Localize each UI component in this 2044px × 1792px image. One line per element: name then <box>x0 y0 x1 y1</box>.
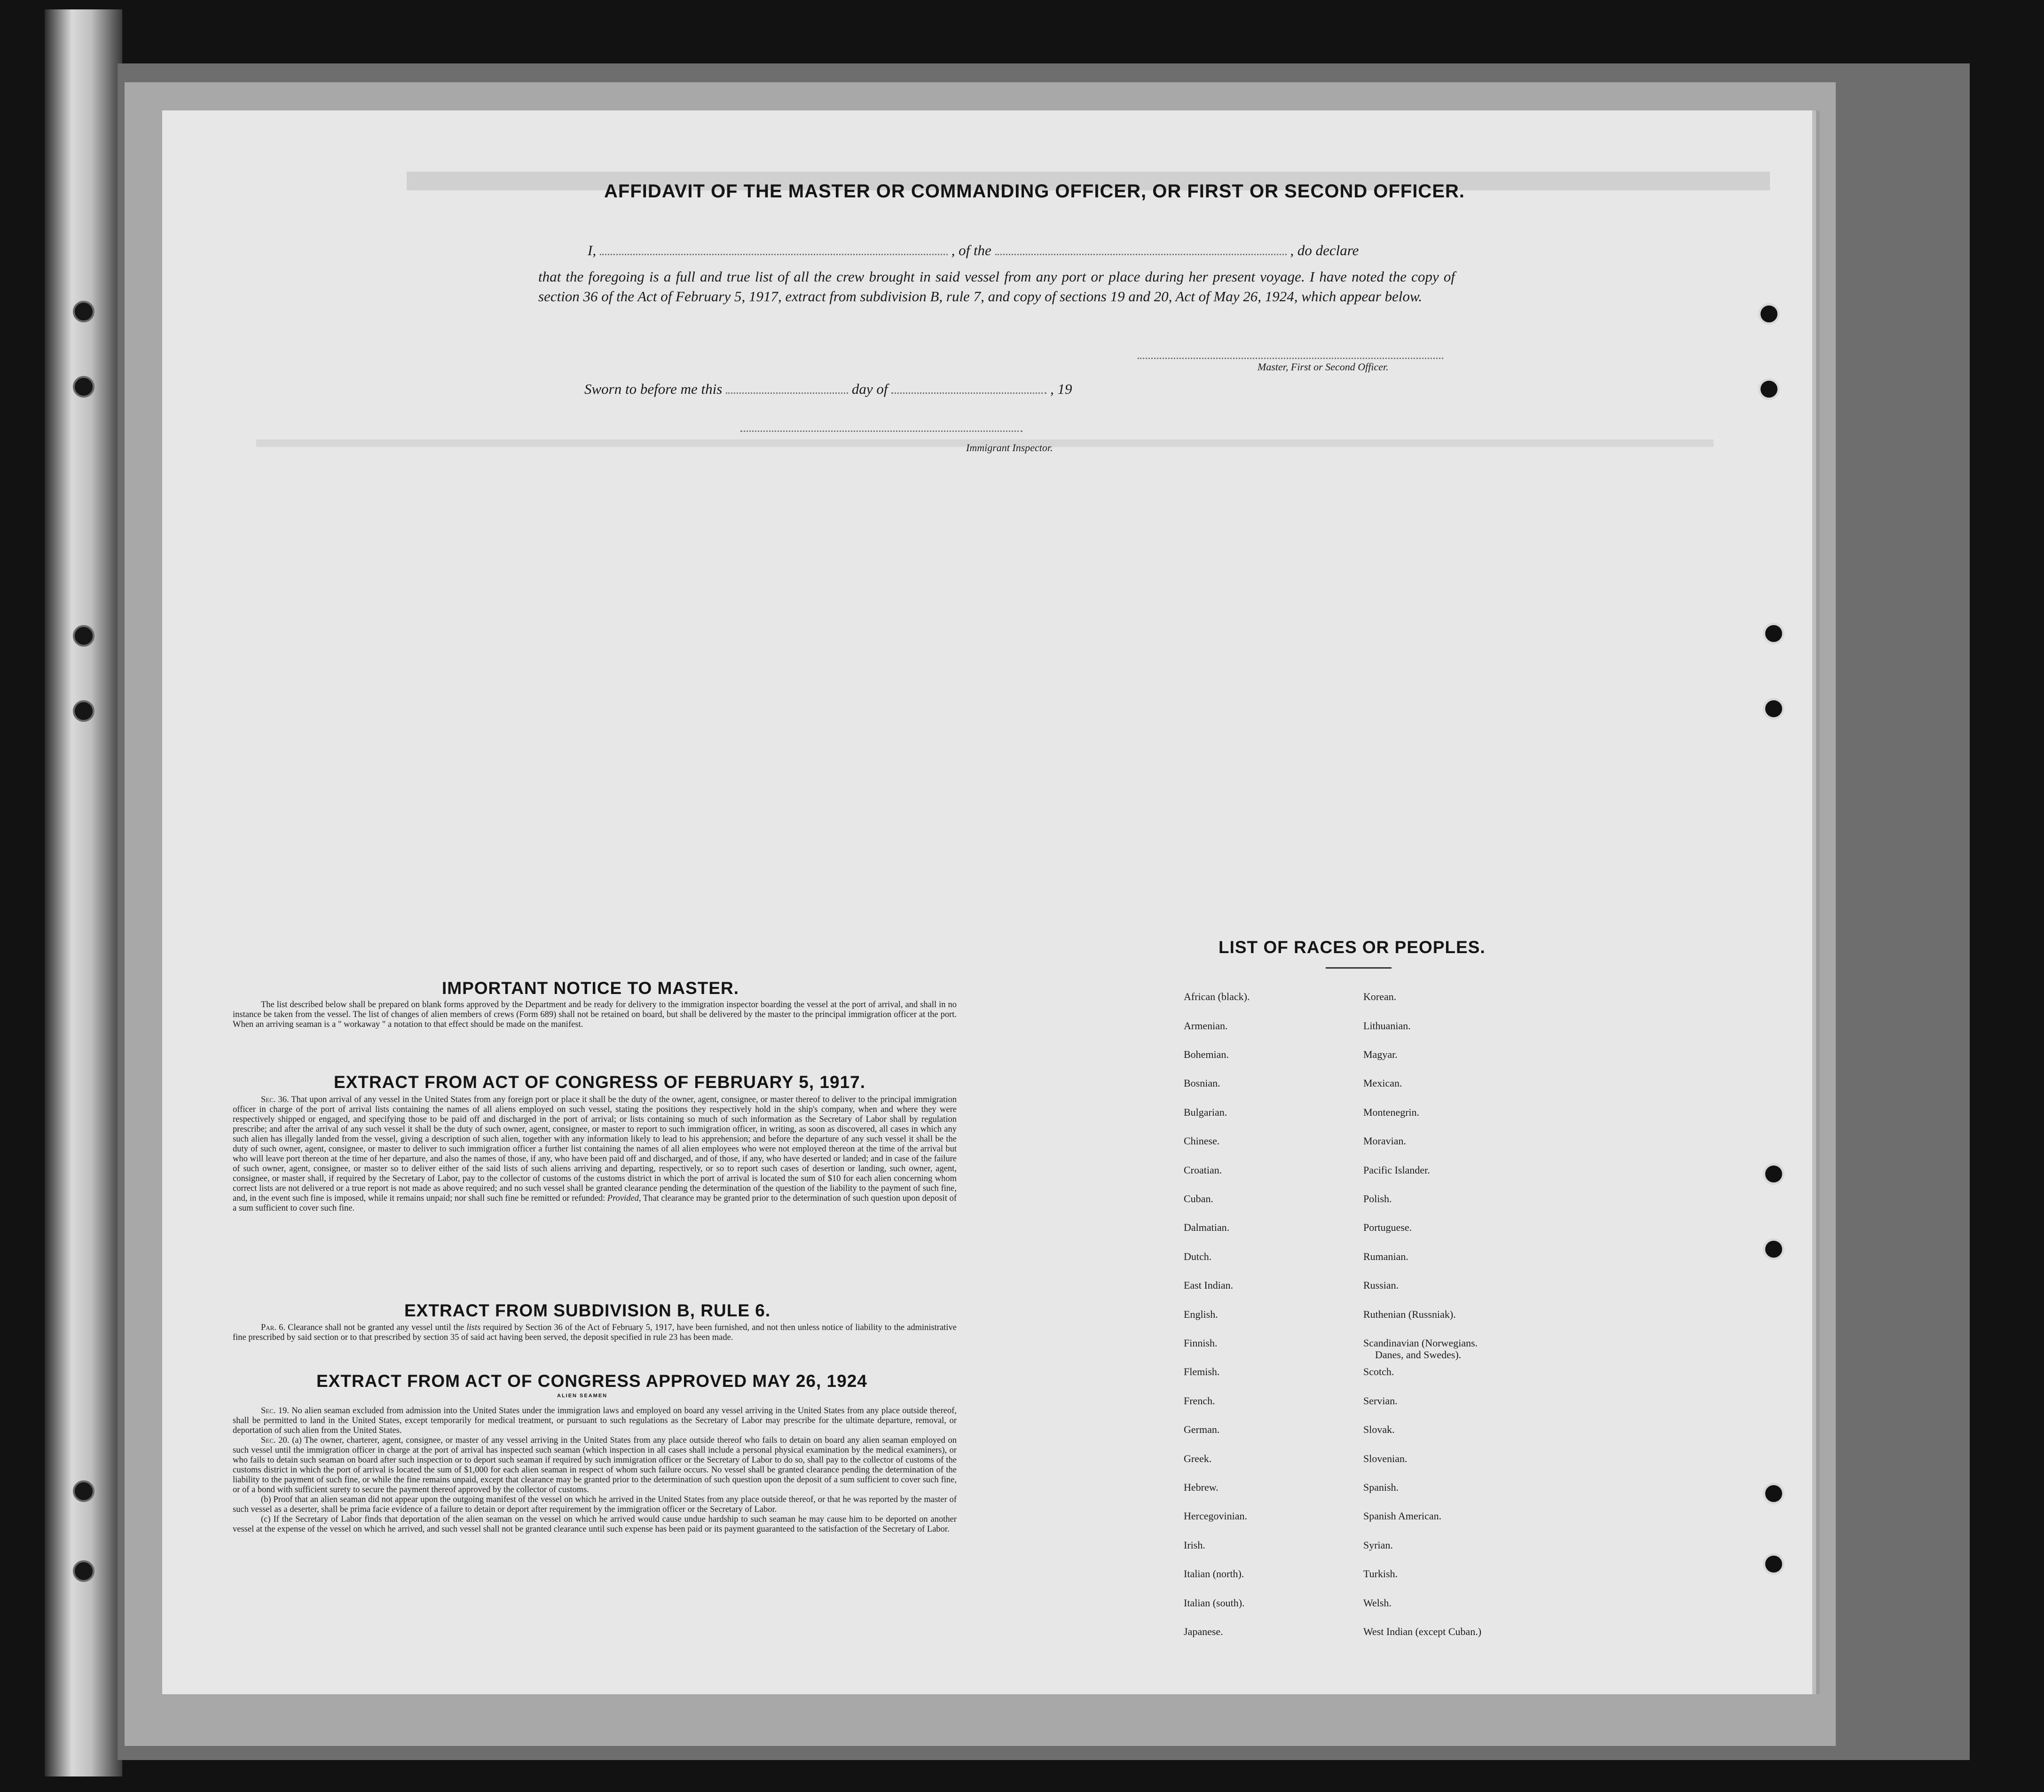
sworn-year-label: , 19 <box>1050 381 1072 397</box>
binder-strip <box>45 9 122 1776</box>
sworn-prefix: Sworn to before me this <box>584 381 723 397</box>
race-left-item: Bulgarian. <box>1184 1106 1227 1118</box>
race-left-item: Armenian. <box>1184 1020 1228 1032</box>
affidavit-body: that the foregoing is a full and true list of all the crew brought in said vessel from any port or place during her present voyage. I have noted the copy of section 36 of the Act of February 5, 1917, extract from subdivision B, rule 7, and copy of sections 19 and 20, Act of May 26, 1924, which appear below. <box>538 268 1455 305</box>
race-left-item: Cuban. <box>1184 1193 1213 1205</box>
punch-hole <box>1763 1483 1785 1504</box>
notice-paragraph: The list described below shall be prepared on blank forms approved by the Department and be ready for delivery to the immigration inspector boarding the vessel at the port of arrival, and shall in no instance be taken from the vessel. The list of changes of alien members of crews (Form 689) shall not be retained on board, but shall be delivered by the master to the principal immigration officer at the port. When an arriving seaman is a " workaway " a notation to that effect should be made on the manifest. <box>233 1000 957 1029</box>
race-left-item: Finnish. <box>1184 1337 1218 1349</box>
race-left-item: Dalmatian. <box>1184 1221 1230 1233</box>
race-right-item: Welsh. <box>1363 1597 1391 1609</box>
race-left-item: Dutch. <box>1184 1251 1212 1262</box>
punch-hole <box>1763 1163 1785 1185</box>
race-left-item: English. <box>1184 1308 1218 1320</box>
race-right-item: Russian. <box>1363 1279 1399 1291</box>
race-left-item: Flemish. <box>1184 1366 1220 1377</box>
race-left-item: Croatian. <box>1184 1164 1222 1176</box>
sec-36-label: Sec. 36. <box>261 1095 289 1104</box>
extract-1924-title: EXTRACT FROM ACT OF CONGRESS APPROVED MAY 26, 1924 <box>316 1371 867 1391</box>
race-right-item: Portuguese. <box>1363 1221 1412 1233</box>
race-right-item: Slovak. <box>1363 1424 1395 1435</box>
affidavit-declare-label: , do declare <box>1290 242 1359 258</box>
races-title: LIST OF RACES OR PEOPLES. <box>1219 938 1486 957</box>
punch-hole <box>1763 1553 1785 1575</box>
race-right-item: Lithuanian. <box>1363 1020 1411 1032</box>
race-right-item: West Indian (except Cuban.) <box>1363 1626 1482 1637</box>
affidavit-i-label: I, <box>588 242 597 258</box>
binder-hole <box>73 700 94 722</box>
races-title-rule <box>1326 967 1391 969</box>
sec-20-label: Sec. 20. <box>261 1436 290 1445</box>
race-right-item: Danes, and Swedes). <box>1375 1349 1462 1361</box>
master-signature-label: Master, First or Second Officer. <box>1258 361 1389 373</box>
sec-20-a-text: (a) The owner, charterer, agent, consignee, or master of any vessel arriving in the United States from any place outside thereof who fails to detain on board any alien seaman employed on such vessel until the immigration officer in charge at the port of arrival has inspected such seaman (which inspection in all cases shall include a personal physical examination by the medical examiners), or who fails to detain such seaman on board after such inspection or to deport such seaman if required by such immigration officer or the Secretary of Labor to do so, shall pay to the collector of customs of the customs district in which the port of arrival is located the sum of $1,000 for each alien seaman in respect of whom such failure occurs. No vessel shall be granted clearance pending the determination of the liability to the payment of such fine, or while the fine remains unpaid, except that clearance may be granted prior to the determination of such question upon the deposit of a sum sufficient to cover such fine, or of a bond with sufficient surety to secure the payment thereof approved by the collector of customs. <box>233 1436 957 1495</box>
punch-hole <box>1763 623 1785 644</box>
race-right-item: Magyar. <box>1363 1049 1398 1060</box>
inspector-label: Immigrant Inspector. <box>966 442 1053 454</box>
race-right-item: Mexican. <box>1363 1077 1402 1089</box>
sec-20-b-text: (b) Proof that an alien seaman did not appear upon the outgoing manifest of the vessel on which he arrived in the United States from any place outside thereof, or that he was reported by the master of such vessel as a deserter, shall be prima facie evidence of a failure to detain or deport after requirement by the immigration officer or the Secretary of Labor. <box>233 1495 957 1514</box>
race-left-item: Hebrew. <box>1184 1481 1219 1493</box>
affidavit-line1 <box>588 242 1359 259</box>
sec-20-c-text: (c) If the Secretary of Labor finds that deportation of the alien seaman on the vessel on which he arrived would cause undue hardship to such seaman he may cause him to be deported on another vessel at the expense of the vessel on which he arrived, and such vessel shall not be granted clearance until such expense has been paid or its payment guaranteed to the satisfaction of the Secretary of Labor. <box>233 1515 957 1534</box>
sec-19-label: Sec. 19. <box>261 1406 289 1416</box>
race-right-item: Scotch. <box>1363 1366 1394 1377</box>
race-right-item: Rumanian. <box>1363 1251 1408 1262</box>
binder-hole <box>73 376 94 398</box>
race-right-item: Polish. <box>1363 1193 1392 1205</box>
provided-word: Provided, <box>607 1194 641 1203</box>
par-6-text-a: Clearance shall not be granted any vessel until the <box>288 1323 464 1332</box>
par-6-label: Par. 6. <box>261 1323 285 1332</box>
race-right-item: Moravian. <box>1363 1135 1407 1147</box>
vessel-name-blank <box>995 253 1287 255</box>
punch-hole <box>1758 378 1780 400</box>
race-right-item: Korean. <box>1363 991 1397 1002</box>
race-right-item: Servian. <box>1363 1395 1398 1407</box>
binder-hole <box>73 301 94 322</box>
sworn-day-blank <box>726 392 848 394</box>
race-left-item: German. <box>1184 1424 1220 1435</box>
race-left-item: Japanese. <box>1184 1626 1223 1637</box>
sworn-day-label: day of <box>851 381 888 397</box>
sworn-line <box>584 381 1072 398</box>
sec-36-text-b: That clearance may be granted prior to the determination of such question upon deposit of a sum sufficient to cover such fine. <box>233 1194 957 1213</box>
race-left-item: African (black). <box>1184 991 1250 1002</box>
affidavit-title: AFFIDAVIT OF THE MASTER OR COMMANDING OFFICER, OR FIRST OR SECOND OFFICER. <box>604 181 1465 202</box>
race-left-item: Italian (north). <box>1184 1568 1244 1580</box>
sec-19-text: No alien seaman excluded from admission into the United States under the immigration laws and employed on board any vessel arriving in the United States from any place outside thereof, shall be permitted to land in the United States, except temporarily for medical treatment, or pursuant to such regulations as the Secretary of Labor may prescribe for the ultimate departure, removal, or deportation of such alien from the United States. <box>233 1406 957 1435</box>
race-right-item: Spanish. <box>1363 1481 1399 1493</box>
binder-hole <box>73 1560 94 1582</box>
race-left-item: East Indian. <box>1184 1279 1234 1291</box>
race-left-item: French. <box>1184 1395 1215 1407</box>
race-left-item: Chinese. <box>1184 1135 1220 1147</box>
notice-title: IMPORTANT NOTICE TO MASTER. <box>442 978 739 998</box>
race-left-item: Greek. <box>1184 1453 1212 1464</box>
race-right-item: Ruthenian (Russniak). <box>1363 1308 1456 1320</box>
race-right-item: Montenegrin. <box>1363 1106 1420 1118</box>
par-6-text-b: required by Section 36 of the Act of February 5, 1917, have been furnished, and not then unless notice of liability to the administrative fine prescribed by said section or to that prescribed by section 35 of said act having been served, the deposit specified in rule 23 has been made. <box>233 1323 957 1342</box>
sec-36-text-a: That upon arrival of any vessel in the United States from any foreign port or place it shall be the duty of the owner, agent, consignee, or master thereof to deliver to the principal immigration officer in charge of the port of arrival lists containing the names of all aliens employed on such vessel, stating the positions they respectively hold in the ship's company, when and where they were respectively shipped or engaged, and specifying those to be paid off and discharged in the port of arrival; or lists containing so much of such information as the Secretary of Labor shall by regulation prescribe; and after the arrival of any such vessel it shall be the duty of such owner, agent, consignee, or master to report to such immigration officer, in writing, as soon as discovered, all cases in which any such alien has illegally landed from the vessel, giving a description of such alien, together with any information likely to lead to his apprehension; and before the departure of any such vessel it shall be the duty of such owner, agent, consignee, or master to deliver to such immigration officer a further list containing the names of all alien employees who were not employed thereon at the time of the arrival but who will leave port thereon at the time of her departure, and also the names of those, if any, who have been paid off and discharged, and of those, if any, who have deserted or landed; and in case of the failure of such owner, agent, consignee, or master so to deliver either of the said lists of such aliens arriving and departing, respectively, or so to report such cases of desertion or landing, such owner, agent, consignee, or master shall, if required by the Secretary of Labor, pay to the collector of customs of the customs district in which the port of arrival is located the sum of $10 for each alien concerning whom correct lists are not delivered or a true report is not made as above required; and no such vessel shall be granted clearance pending the determination of the question of the liability to the payment of such fine, and, in the event such fine is imposed, while it remains unpaid; nor shall such fine be remitted or refunded: <box>233 1095 957 1203</box>
affidavit-of-the-label: , of the <box>951 242 991 258</box>
extract-rule6-title: EXTRACT FROM SUBDIVISION B, RULE 6. <box>404 1301 771 1320</box>
race-right-item: Pacific Islander. <box>1363 1164 1430 1176</box>
punch-hole <box>1758 303 1780 325</box>
punch-hole <box>1763 1238 1785 1260</box>
race-left-item: Italian (south). <box>1184 1597 1245 1609</box>
race-right-item: Syrian. <box>1363 1539 1393 1551</box>
punch-hole <box>1763 698 1785 720</box>
lists-word: lists <box>466 1323 481 1332</box>
race-left-item: Hercegovinian. <box>1184 1510 1247 1522</box>
sworn-month-blank <box>891 392 1046 394</box>
race-right-item: Turkish. <box>1363 1568 1398 1580</box>
extract-1917-title: EXTRACT FROM ACT OF CONGRESS OF FEBRUARY 5, 1917. <box>334 1072 866 1092</box>
race-right-item: Scandinavian (Norwegians. <box>1363 1337 1478 1349</box>
inspector-signature-line <box>740 430 1022 432</box>
extract-1924-text <box>233 1406 957 1534</box>
binder-hole <box>73 625 94 647</box>
race-right-item: Slovenian. <box>1363 1453 1407 1464</box>
master-signature-line <box>1138 357 1443 359</box>
binder-hole <box>73 1480 94 1502</box>
race-left-item: Bosnian. <box>1184 1077 1220 1089</box>
race-left-item: Bohemian. <box>1184 1049 1229 1060</box>
master-name-blank <box>600 253 948 255</box>
extract-1917-text <box>233 1095 957 1213</box>
notice-text <box>233 1000 957 1030</box>
race-right-item: Spanish American. <box>1363 1510 1442 1522</box>
race-left-item: Irish. <box>1184 1539 1205 1551</box>
alien-seamen-subtitle: ALIEN SEAMEN <box>557 1393 608 1399</box>
extract-rule6-text <box>233 1323 957 1343</box>
